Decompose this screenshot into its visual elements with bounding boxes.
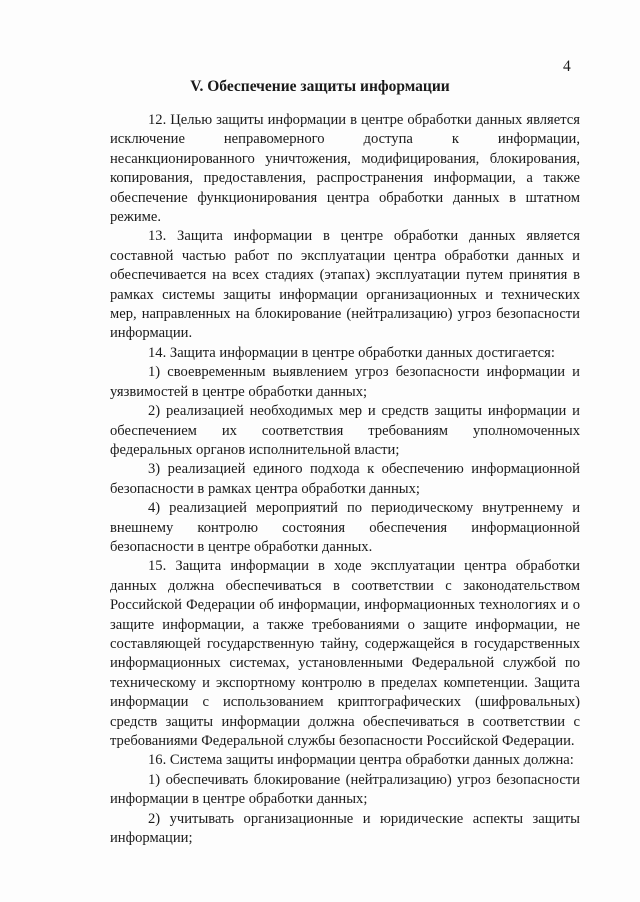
paragraph-14-item-1: 1) своевременным выявлением угроз безопасности информации и уязвимостей в центре обработки данных; [110, 364, 580, 400]
paragraph-16-item-2: 2) учитывать организационные и юридические аспекты защиты информации; [110, 810, 580, 847]
paragraph-14: 14. Защита информации в центре обработки данных достигается: [148, 344, 555, 361]
paragraph-14-item-2: 2) реализацией необходимых мер и средств защиты информации и обеспечением их соответствия требованиям уполномоченных федеральных органов исполнительной власти; [110, 403, 580, 458]
paragraph-16-item-1: 1) обеспечивать блокирование (нейтрализацию) угроз безопасности информации в центре обработки данных; [110, 771, 580, 808]
paragraph-16: 16. Система защиты информации центра обработки данных должна: [148, 752, 574, 769]
paragraph-12: 12. Целью защиты информации в центре обработки данных является исключение неправомерного доступа к информации, несанкционированного уничтожения, модифицирования, блокирования, копирования, предоставления, распространения информации, а также обеспечение функционирования центра обработки данных в штатном режиме. [110, 112, 580, 226]
section-title: V. Обеспечение защиты информации [190, 78, 450, 95]
paragraph-13: 13. Защита информации в центре обработки данных является составной частью работ по эксплуатации центра обработки данных и обеспечивается на всех стадиях (этапах) эксплуатации путем принятия в рамках системы защиты информации организационных и технических мер, направленных на блокирование (нейтрализацию) угроз безопасности информации. [110, 228, 580, 342]
paragraph-15: 15. Защита информации в ходе эксплуатации центра обработки данных должна обеспечиваться в соответствии с законодательством Российской Федерации об информации, информационных технологиях и о защите информации, а также требованиями о защите информации, не составляющей государственную тайну, содержащейся в государственных информационных системах, установленными Федеральной службой по техническому и экспортному контролю в пределах компетенции. Защита информации с использованием криптографических (шифровальных) средств защиты информации должна обеспечиваться в соответствии с требованиями Федеральной службы безопасности Российской Федерации. [110, 558, 580, 749]
document-body [110, 111, 580, 848]
page-number: 4 [563, 58, 571, 75]
paragraph-14-item-4: 4) реализацией мероприятий по периодическому внутреннему и внешнему контролю состояния обеспечения информационной безопасности в центре обработки данных. [110, 500, 580, 555]
paragraph-14-item-3: 3) реализацией единого подхода к обеспечению информационной безопасности в рамках центра обработки данных; [110, 461, 580, 497]
